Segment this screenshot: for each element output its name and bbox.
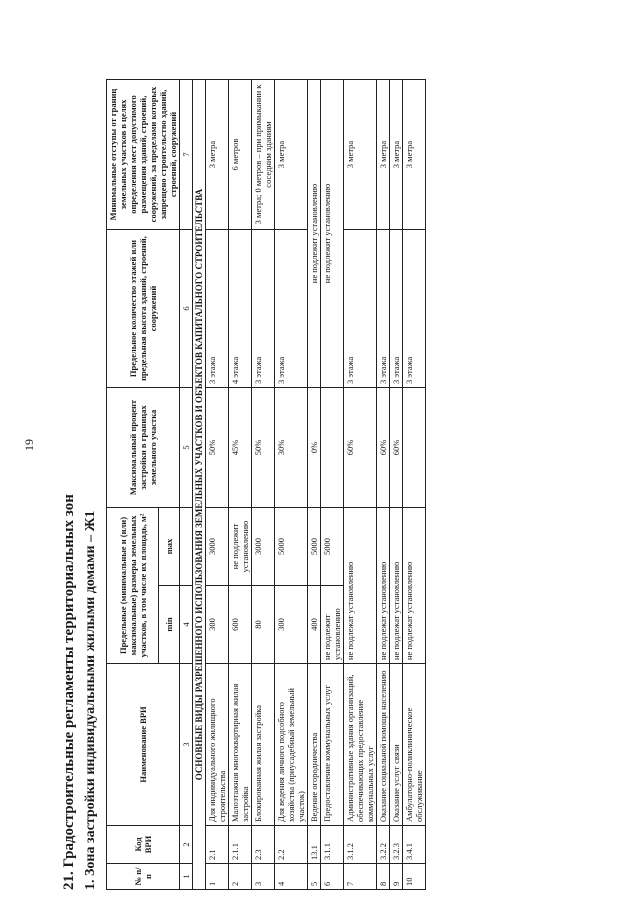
column-number: 2 bbox=[180, 826, 193, 864]
table-row bbox=[377, 80, 390, 890]
table-row bbox=[344, 80, 377, 890]
header-name: Наименование ВРИ bbox=[107, 664, 180, 826]
header-area: Предельные (минимальные и (или) максимальные) размеры земельных участков, в том числе их площадь, м² bbox=[107, 508, 159, 664]
cell-percent: 45% bbox=[229, 388, 252, 508]
column-number: 4 bbox=[180, 586, 193, 664]
header-num: № п/п bbox=[107, 864, 180, 890]
table-row bbox=[403, 80, 426, 890]
cell-num: 9 bbox=[390, 864, 403, 890]
cell-num: 6 bbox=[321, 864, 344, 890]
cell-min: не подлежит установлению bbox=[321, 586, 344, 664]
cell-code: 3.2.2 bbox=[377, 826, 390, 864]
cell-setback: 3 метра bbox=[403, 80, 426, 230]
cell-floors-setback: не подлежит установлению bbox=[308, 80, 321, 388]
cell-floors: 3 этажа bbox=[252, 230, 275, 388]
cell-setback: 6 метров bbox=[229, 80, 252, 230]
cell-max: 5000 bbox=[275, 508, 308, 586]
cell-percent: 50% bbox=[252, 388, 275, 508]
cell-max: 5000 bbox=[308, 508, 321, 586]
cell-name: Административные здания организаций, обеспечивающих предоставление коммунальных услуг bbox=[344, 664, 377, 826]
header-floors: Предельное количество этажей или предельная высота зданий, строений, сооружений bbox=[107, 230, 180, 388]
cell-percent: 60% bbox=[390, 388, 403, 508]
cell-name: Блокированная жилая застройка bbox=[252, 664, 275, 826]
cell-max: не подлежит установлению bbox=[229, 508, 252, 586]
cell-code: 3.2.3 bbox=[390, 826, 403, 864]
cell-floors: 3 этажа bbox=[403, 230, 426, 388]
cell-max: 3000 bbox=[252, 508, 275, 586]
cell-code: 2.1 bbox=[206, 826, 229, 864]
table-row bbox=[321, 80, 344, 890]
rotated-page-content bbox=[60, 80, 580, 890]
cell-percent: 60% bbox=[377, 388, 390, 508]
section-row bbox=[193, 80, 206, 890]
header-setback: Минимальные отступы от границ земельных участков в целях определения мест допустимого размещения зданий, строений, сооружений, за пределами которых запрещено строительство зданий, строений, сооружений bbox=[107, 80, 180, 230]
cell-percent: 50% bbox=[206, 388, 229, 508]
zone-heading: 1. Зона застройки индивидуальными жилыми домами – Ж1 bbox=[83, 510, 98, 890]
cell-num: 8 bbox=[377, 864, 390, 890]
cell-code: 2.3 bbox=[252, 826, 275, 864]
cell-floors: 4 этажа bbox=[229, 230, 252, 388]
cell-name: Ведение огородничества bbox=[308, 664, 321, 826]
cell-setback: 3 метра bbox=[377, 80, 390, 230]
cell-setback: 3 метра bbox=[344, 80, 377, 230]
table-row bbox=[308, 80, 321, 890]
cell-name: Малоэтажная многоквартирная жилая застройка bbox=[229, 664, 252, 826]
header-max: max bbox=[159, 508, 180, 586]
header-code: Код ВРИ bbox=[107, 826, 180, 864]
cell-percent bbox=[403, 388, 426, 508]
cell-num: 3 bbox=[252, 864, 275, 890]
cell-min: 600 bbox=[229, 586, 252, 664]
cell-num: 5 bbox=[308, 864, 321, 890]
cell-name: Оказание социальной помощи населению bbox=[377, 664, 390, 826]
cell-setback: 3 метра bbox=[206, 80, 229, 230]
cell-floors: 3 этажа bbox=[206, 230, 229, 388]
cell-name: Амбулаторно-поликлиническое обслуживание bbox=[403, 664, 426, 826]
cell-setback: 3 метра; 0 метров – при примыкании к соседним зданиям bbox=[252, 80, 275, 230]
header-row bbox=[107, 80, 159, 890]
section-title: ОСНОВНЫЕ ВИДЫ РАЗРЕШЕННОГО ИСПОЛЬЗОВАНИЯ ЗЕМЕЛЬНЫХ УЧАСТКОВ И ОБЪЕКТОВ КАПИТАЛЬНОГО СТРОИТЕЛЬСТВА bbox=[193, 80, 206, 890]
cell-area: не подлежат установлению bbox=[403, 508, 426, 664]
regulations-table bbox=[106, 79, 426, 890]
cell-code: 3.4.1 bbox=[403, 826, 426, 864]
cell-num: 2 bbox=[229, 864, 252, 890]
cell-code: 2.1.1 bbox=[229, 826, 252, 864]
cell-percent: 0% bbox=[308, 388, 321, 508]
cell-floors: 3 этажа bbox=[377, 230, 390, 388]
column-number: 6 bbox=[180, 230, 193, 388]
cell-code: 2.2 bbox=[275, 826, 308, 864]
header-percent: Максимальный процент застройки в границах земельного участка bbox=[107, 388, 180, 508]
table-row bbox=[206, 80, 229, 890]
cell-min: 300 bbox=[275, 586, 308, 664]
cell-code: 3.1.1 bbox=[321, 826, 344, 864]
column-number: 5 bbox=[180, 388, 193, 508]
cell-num: 10 bbox=[403, 864, 426, 890]
page-number: 19 bbox=[22, 439, 36, 451]
cell-percent: 60% bbox=[344, 388, 377, 508]
table-row bbox=[390, 80, 403, 890]
table-row bbox=[229, 80, 252, 890]
section-heading: 21. Градостроительные регламенты территориальных зон bbox=[61, 494, 77, 890]
column-number: 7 bbox=[180, 80, 193, 230]
table-row bbox=[252, 80, 275, 890]
cell-floors: 3 этажа bbox=[275, 230, 308, 388]
cell-max: 5000 bbox=[321, 508, 344, 586]
cell-floors: 3 этажа bbox=[344, 230, 377, 388]
cell-code: 3.1.2 bbox=[344, 826, 377, 864]
column-numbers-row bbox=[180, 80, 193, 890]
cell-floors-setback: не подлежит установлению bbox=[321, 80, 344, 388]
column-number: 3 bbox=[180, 664, 193, 826]
cell-num: 1 bbox=[206, 864, 229, 890]
table-row bbox=[275, 80, 308, 890]
cell-area: не подлежат установлению bbox=[344, 508, 377, 664]
column-number: 1 bbox=[180, 864, 193, 890]
cell-setback: 3 метра bbox=[275, 80, 308, 230]
column-number bbox=[180, 508, 193, 586]
cell-name: Оказание услуг связи bbox=[390, 664, 403, 826]
cell-area: не подлежат установлению bbox=[390, 508, 403, 664]
cell-name: Для ведения личного подсобного хозяйства (приусадебный земельный участок) bbox=[275, 664, 308, 826]
cell-min: 300 bbox=[206, 586, 229, 664]
cell-percent: 30% bbox=[275, 388, 308, 508]
cell-max: 3000 bbox=[206, 508, 229, 586]
cell-num: 7 bbox=[344, 864, 377, 890]
cell-floors: 3 этажа bbox=[390, 230, 403, 388]
cell-min: 80 bbox=[252, 586, 275, 664]
cell-name: Предоставление коммунальных услуг bbox=[321, 664, 344, 826]
cell-min: 400 bbox=[308, 586, 321, 664]
cell-setback: 3 метра bbox=[390, 80, 403, 230]
cell-percent bbox=[321, 388, 344, 508]
cell-num: 4 bbox=[275, 864, 308, 890]
cell-name: Для индивидуального жилищного строительства bbox=[206, 664, 229, 826]
header-min: min bbox=[159, 586, 180, 664]
cell-area: не подлежат установлению bbox=[377, 508, 390, 664]
cell-code: 13.1 bbox=[308, 826, 321, 864]
